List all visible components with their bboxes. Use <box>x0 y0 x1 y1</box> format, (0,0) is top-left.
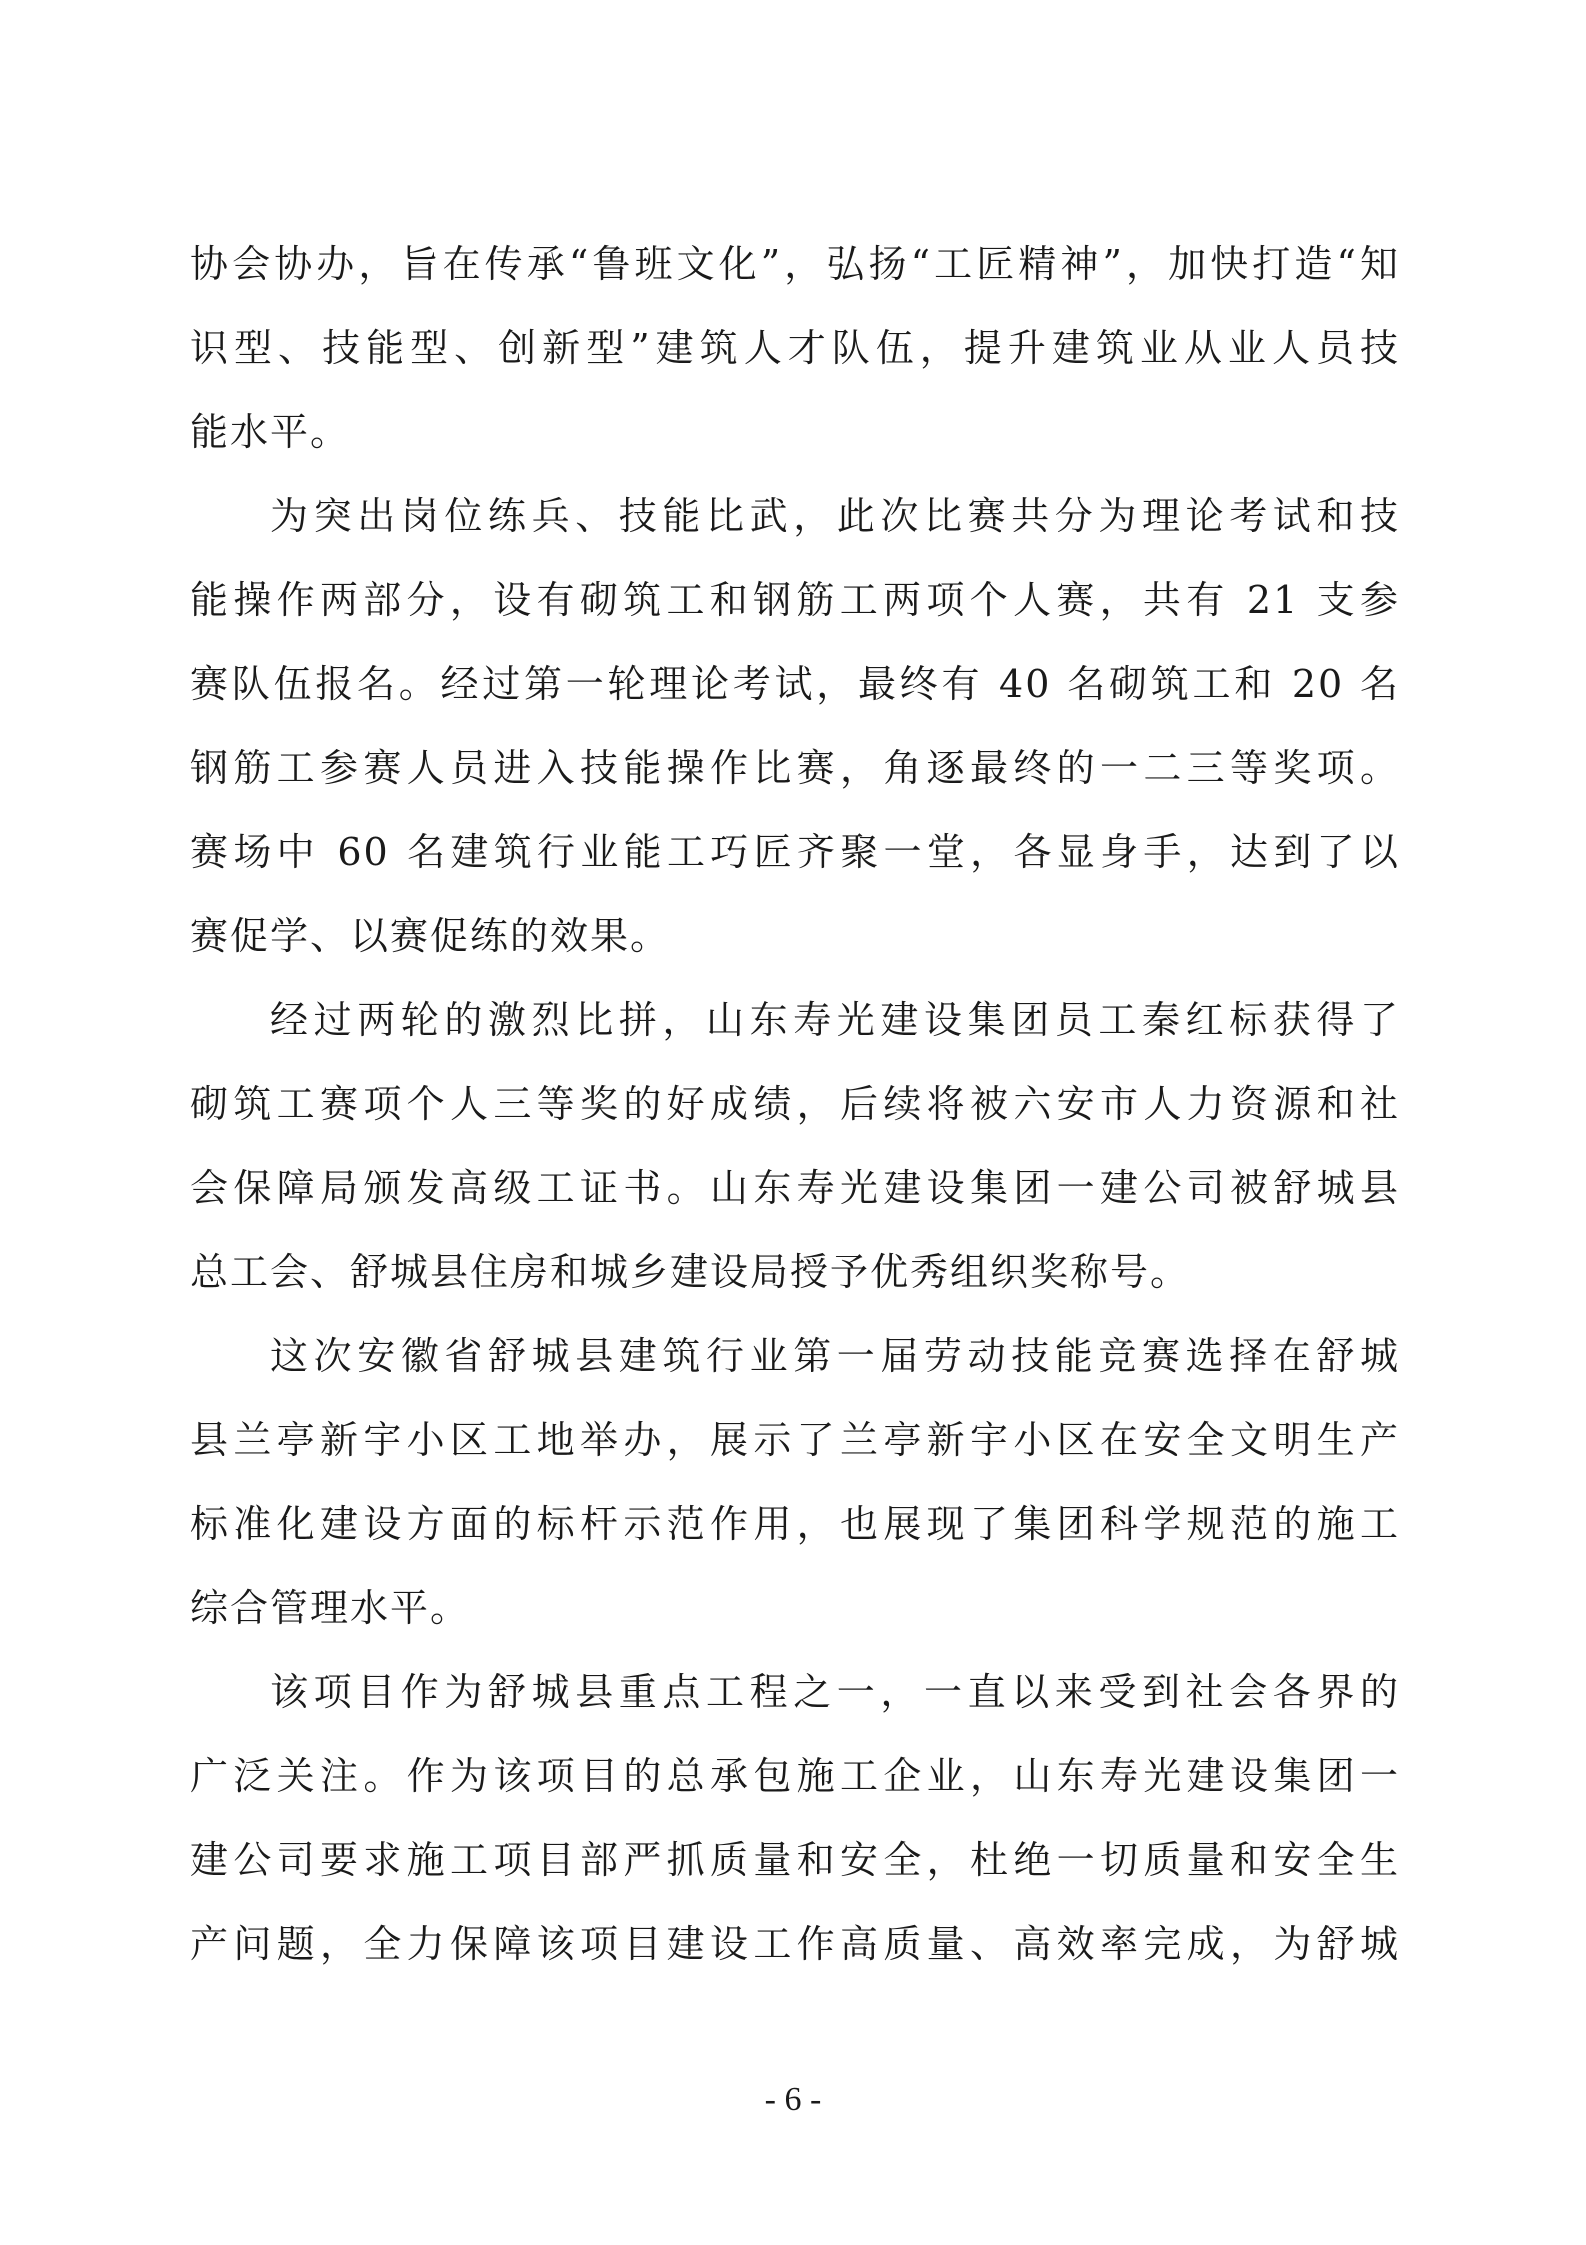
text-line: 识型、技能型、创新型”建筑人才队伍，提升建筑业从业人员技 <box>190 326 1400 370</box>
text-line: 协会协办，旨在传承“鲁班文化”，弘扬“工匠精神”，加快打造“知 <box>190 242 1400 286</box>
paragraph <box>190 1650 1400 1986</box>
text-line: 这次安徽省舒城县建筑行业第一届劳动技能竞赛选择在舒城 <box>270 1334 1400 1378</box>
text-line: 综合管理水平。 <box>190 1586 471 1630</box>
text-line: 经过两轮的激烈比拼，山东寿光建设集团员工秦红标获得了 <box>270 998 1400 1042</box>
text-line: 为突出岗位练兵、技能比武，此次比赛共分为理论考试和技 <box>270 494 1400 538</box>
text-line: 标准化建设方面的标杆示范作用，也展现了集团科学规范的施工 <box>190 1502 1400 1546</box>
paragraph <box>190 474 1400 978</box>
text-line: 赛促学、以赛促练的效果。 <box>190 914 671 958</box>
text-line: 建公司要求施工项目部严抓质量和安全，杜绝一切质量和安全生 <box>190 1838 1400 1882</box>
text-line: 该项目作为舒城县重点工程之一，一直以来受到社会各界的 <box>270 1670 1400 1714</box>
text-line: 能水平。 <box>190 410 351 454</box>
text-line: 砌筑工赛项个人三等奖的好成绩，后续将被六安市人力资源和社 <box>190 1082 1400 1126</box>
text-line: 能操作两部分，设有砌筑工和钢筋工两项个人赛，共有 21 支参 <box>190 578 1400 622</box>
text-line: 会保障局颁发高级工证书。山东寿光建设集团一建公司被舒城县 <box>190 1166 1400 1210</box>
text-line: 总工会、舒城县住房和城乡建设局授予优秀组织奖称号。 <box>190 1250 1191 1294</box>
paragraph <box>190 1314 1400 1650</box>
page-number: - 6 - <box>764 2081 822 2118</box>
text-line: 赛场中 60 名建筑行业能工巧匠齐聚一堂，各显身手，达到了以 <box>190 830 1400 874</box>
text-line: 广泛关注。作为该项目的总承包施工企业，山东寿光建设集团一 <box>190 1754 1400 1798</box>
paragraph <box>190 222 1400 474</box>
paragraph <box>190 978 1400 1314</box>
text-line: 赛队伍报名。经过第一轮理论考试，最终有 40 名砌筑工和 20 名 <box>190 662 1400 706</box>
text-line: 钢筋工参赛人员进入技能操作比赛，角逐最终的一二三等奖项。 <box>190 746 1400 790</box>
text-line: 县兰亭新宇小区工地举办，展示了兰亭新宇小区在安全文明生产 <box>190 1418 1400 1462</box>
text-line: 产问题，全力保障该项目建设工作高质量、高效率完成，为舒城 <box>190 1922 1400 1966</box>
body-text <box>190 222 1400 1986</box>
